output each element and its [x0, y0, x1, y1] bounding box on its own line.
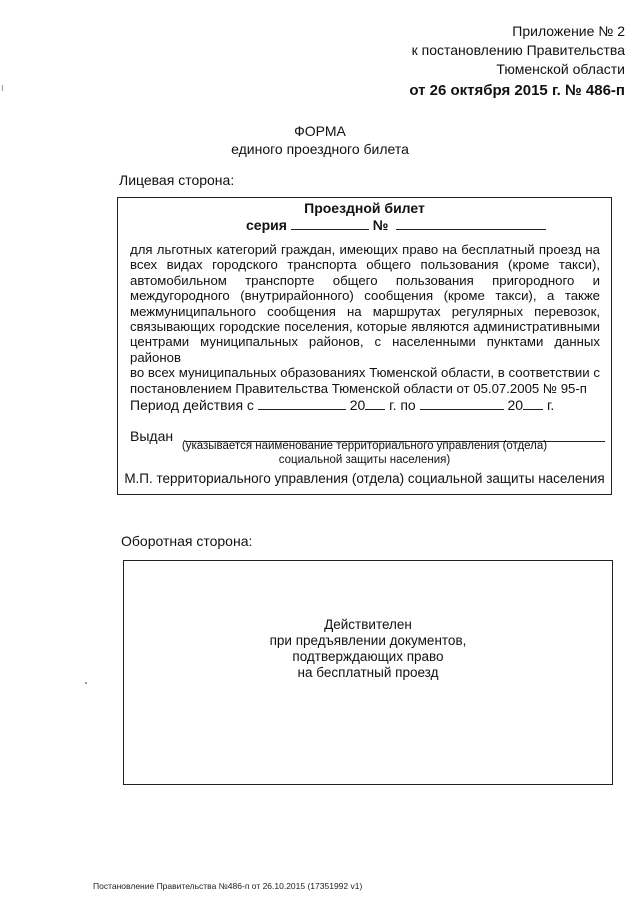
year-prefix-end: 20 — [507, 397, 524, 413]
back-side-box — [123, 560, 613, 785]
form-title: ФОРМА — [294, 123, 346, 139]
period-start-blank — [258, 397, 346, 410]
form-title-block — [0, 122, 640, 158]
year-start-blank — [365, 397, 385, 410]
scan-speck — [85, 682, 87, 684]
period-label: Период действия с — [130, 397, 254, 413]
year-prefix-start: 20 — [349, 397, 366, 413]
issued-label: Выдан — [130, 428, 174, 444]
back-text-line: Действителен — [324, 617, 412, 632]
description-line: центрами муниципальных районов, с населенными пунктами данных районов — [130, 334, 600, 365]
period-to-label: г. по — [389, 397, 416, 413]
validity-period-row — [130, 397, 554, 413]
stamp-place-text: М.П. территориального управления (отдела) социальной защиты населения — [124, 471, 605, 486]
back-text-line: подтверждающих право — [292, 649, 444, 664]
description-line: межмуниципального сообщения на маршрутах регулярных перевозок, — [130, 303, 600, 319]
document-header — [300, 22, 625, 100]
description-line: для льготных категорий граждан, имеющих право на бесплатный проезд на — [130, 242, 600, 257]
description-line: междугородного (внутрирайонного) сообщения (кроме такси), а также — [130, 288, 600, 304]
issued-by-note — [118, 439, 611, 467]
number-label: № — [372, 217, 389, 233]
number-blank — [396, 217, 546, 230]
back-text-line: при предъявлении документов, — [269, 633, 467, 648]
front-side-label: Лицевая сторона: — [119, 172, 235, 188]
scan-speck — [2, 85, 3, 91]
description-line: автомобильном транспорте общего пользования пригородного и — [130, 272, 600, 288]
issued-note-line: (указывается наименование территориального управления (отдела) — [181, 440, 548, 452]
appendix-number: Приложение № 2 — [512, 23, 625, 39]
year-end-blank — [523, 397, 543, 410]
period-end-suffix: г. — [546, 397, 555, 413]
resolution-reference: к постановлению Правительства — [411, 42, 625, 58]
ticket-description — [130, 242, 600, 396]
description-line: постановлением Правительства Тюменской области от 05.07.2005 № 95-п — [130, 380, 587, 396]
region-name: Тюменской области — [496, 61, 625, 77]
period-end-blank — [420, 397, 504, 410]
series-blank — [291, 217, 369, 230]
back-text-line: на бесплатный проезд — [297, 665, 439, 680]
description-line: всех видах городского транспорта общего пользования (кроме такси), — [130, 257, 600, 273]
resolution-date-number: от 26 октября 2015 г. № 486-п — [409, 82, 625, 99]
ticket-title: Проездной билет — [304, 200, 425, 216]
description-line: во всех муниципальных образованиях Тюменской области, в соответствии с — [130, 365, 600, 381]
description-line: связывающих городские поселения, которые являются административными — [130, 319, 600, 335]
issued-note-line: социальной защиты населения) — [278, 454, 451, 466]
series-number-row — [246, 217, 546, 233]
series-label: серия — [246, 217, 287, 233]
back-side-label: Оборотная сторона: — [121, 533, 253, 549]
back-side-text — [124, 617, 612, 681]
form-subtitle: единого проездного билета — [231, 141, 409, 157]
document-footer: Постановление Правительства №486-п от 26.10.2015 (17351992 v1) — [93, 881, 363, 891]
front-side-box — [117, 197, 612, 495]
